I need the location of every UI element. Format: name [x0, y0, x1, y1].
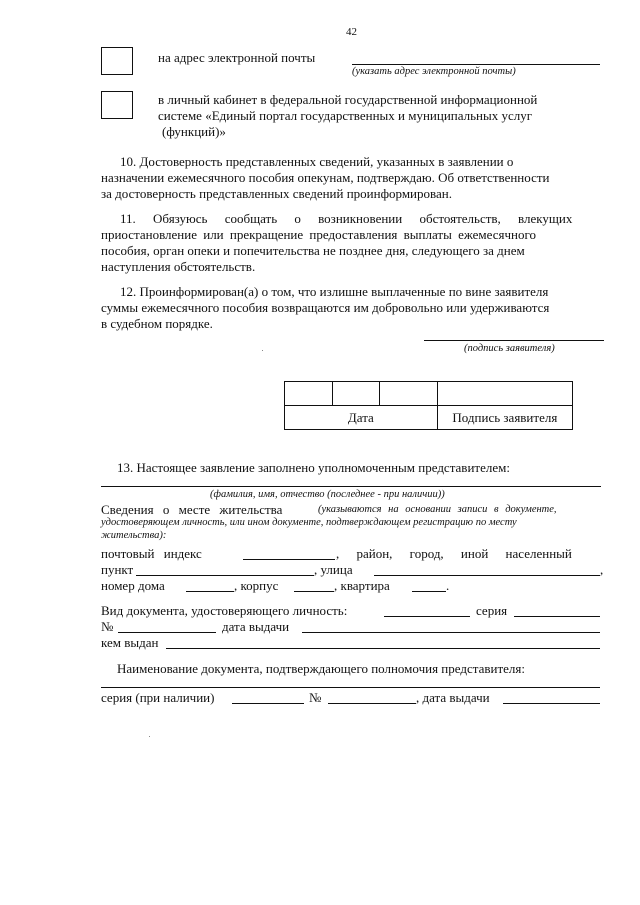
street-comma: , [600, 562, 604, 577]
id-doc-input[interactable] [384, 616, 470, 617]
signature-cell[interactable] [437, 382, 572, 406]
fio-line[interactable] [101, 486, 601, 487]
item11-line3: пособия, орган опеки и попечительства не позднее дня, следующего за днем [101, 243, 525, 258]
authority-doc-input[interactable] [101, 687, 600, 688]
locality-input[interactable] [136, 575, 314, 576]
item10-line3: за достоверность представленных сведений проинформирован. [101, 186, 452, 201]
page-number: 42 [346, 26, 357, 38]
region-label: , район, город, иной населенный [336, 546, 572, 561]
cabinet-option-line3: (функций)» [162, 124, 226, 139]
id-doc-label: Вид документа, удостоверяющего личность: [101, 603, 348, 618]
house-input[interactable] [186, 591, 234, 592]
item10-line1: 10. Достоверность представленных сведений, указанных в заявлении о [120, 154, 514, 169]
date-cell-month[interactable] [332, 382, 380, 406]
issue-date-label: дата выдачи [222, 619, 290, 634]
email-option-label: на адрес электронной почты [158, 50, 316, 65]
email-input-line[interactable] [352, 64, 600, 65]
cabinet-option-line2: системе «Единый портал государственных и муниципальных услуг [158, 108, 533, 123]
email-hint: (указать адрес электронной почты) [352, 66, 516, 77]
email-checkbox[interactable] [101, 47, 133, 75]
number2-label: № [309, 690, 322, 705]
scan-speck-2 [149, 736, 150, 737]
date-label: Дата [285, 406, 438, 430]
issue-date2-label: , дата выдачи [416, 690, 490, 705]
signature-label: Подпись заявителя [437, 406, 572, 430]
cabinet-option-line1: в личный кабинет в федеральной государственной информационной [158, 92, 538, 107]
item10-line2: назначении ежемесячного пособия опекунам, подтверждаю. Об ответственности [101, 170, 550, 185]
series-input[interactable] [514, 616, 600, 617]
date-signature-table [284, 381, 573, 430]
apartment-label: , квартира [334, 578, 390, 593]
item11-line4: наступления обстоятельств. [101, 259, 256, 274]
series-optional-input[interactable] [232, 703, 304, 704]
residence-hint-1: (указываются на основании записи в документе, [318, 504, 557, 515]
locality-label: пункт [101, 562, 134, 577]
signature-hint: (подпись заявителя) [464, 343, 555, 354]
issue-date2-input[interactable] [503, 703, 600, 704]
house-label: номер дома [101, 578, 165, 593]
item11-line1: 11. Обязуюсь сообщать о возникновении обстоятельств, влекущих [120, 211, 573, 226]
postal-index-label: почтовый индекс [101, 546, 202, 561]
date-cell-year[interactable] [380, 382, 438, 406]
number2-input[interactable] [328, 703, 416, 704]
item12-line3: в судебном порядке. [101, 316, 213, 331]
item11-line2: приостановление или прекращение предоставления выплаты ежемесячного [101, 227, 536, 242]
item12-line1: 12. Проинформирован(а) о том, что излишне выплаченные по вине заявителя [120, 284, 549, 299]
residence-hint-2: удостоверяющем личность, или ином документе, подтверждающем регистрацию по месту [101, 517, 517, 528]
date-cell-day[interactable] [285, 382, 333, 406]
street-input[interactable] [374, 575, 600, 576]
signature-line[interactable] [424, 340, 604, 341]
fio-hint: (фамилия, имя, отчество (последнее - при наличии)) [210, 489, 445, 500]
issued-by-label: кем выдан [101, 635, 159, 650]
cabinet-checkbox[interactable] [101, 91, 133, 119]
street-label: , улица [314, 562, 353, 577]
series-optional-label: серия (при наличии) [101, 690, 215, 705]
number-input[interactable] [118, 632, 216, 633]
residence-hint-3: жительства): [101, 530, 167, 541]
authority-doc-label: Наименование документа, подтверждающего полномочия представителя: [117, 661, 525, 676]
apartment-period: . [446, 578, 450, 593]
residence-label: Сведения о месте жительства [101, 502, 283, 517]
item13-title: 13. Настоящее заявление заполнено уполномоченным представителем: [117, 460, 510, 475]
scan-speck [262, 350, 263, 351]
apartment-input[interactable] [412, 591, 446, 592]
issue-date-input[interactable] [302, 632, 600, 633]
series-label: серия [476, 603, 508, 618]
number-label: № [101, 619, 114, 634]
postal-index-input[interactable] [243, 559, 335, 560]
building-input[interactable] [294, 591, 334, 592]
issued-by-input[interactable] [166, 648, 600, 649]
building-label: , корпус [234, 578, 279, 593]
item12-line2: суммы ежемесячного пособия возвращаются им добровольно или удерживаются [101, 300, 550, 315]
